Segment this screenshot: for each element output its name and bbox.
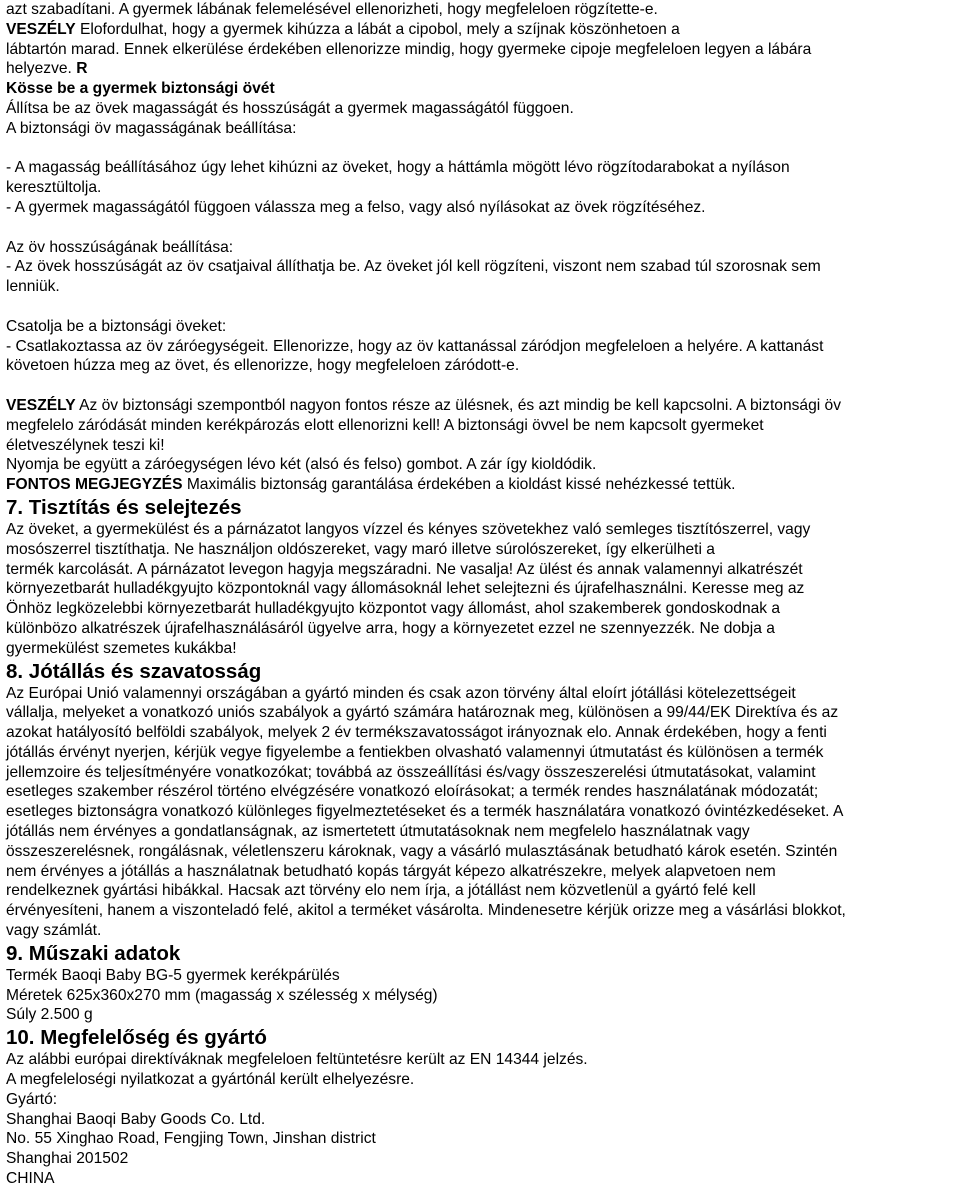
section-heading: 9. Műszaki adatok — [6, 941, 181, 965]
fasten-block — [6, 79, 954, 138]
text-line: környezetbarát hulladékgyujto központoknál vagy állomásoknál lehet selejtezni és újrafelhasználni. Keresse meg az — [6, 580, 805, 598]
text-line: Az alábbi európai direktíváknak megfeleloen feltüntetésre került az EN 14344 jelzés. — [6, 1051, 588, 1069]
text-line: érvényesíteni, hanem a viszonteladó felé, akitol a terméket vásárolta. Mindenesetre kérjük orizze meg a vásárlási blokkot, — [6, 902, 846, 920]
text-line: különbözo alkatrészek újrafelhasználásáról ügyelve arra, hogy a környezetet ezzel ne szennyezzék. Ne dobja a — [6, 619, 775, 637]
text-line: Shanghai 201502 — [6, 1150, 129, 1168]
text-line: Az öveket, a gyermekülést és a párnázatot langyos vízzel és kényes szövetekhez való semleges tisztítószerrel, vagy — [6, 520, 811, 538]
intro-line: azt szabadítani. A gyermek lábának felemelésével ellenorizheti, hogy megfeleloen rögzítette-e. — [6, 1, 658, 18]
text-line: Termék Baoqi Baby BG-5 gyermek kerékpárülés — [6, 966, 340, 984]
text-line: Az Európai Unió valamennyi országában a gyártó minden és csak azon törvény által eloírt jótállási kötelezettségeit — [6, 684, 796, 702]
text-line: CHINA — [6, 1170, 55, 1188]
text-line: lábtartón marad. Ennek elkerülése érdekében ellenorizze mindig, hogy gyermeke cipoje megfeleloen legyen a lábára — [6, 40, 812, 58]
text-line: gyermekülést szemetes kukákba! — [6, 639, 237, 657]
text-line: követoen húzza meg az övet, és ellenorizze, hogy megfeleloen záródott-e. — [6, 357, 520, 375]
text-line: helyezve. — [6, 60, 77, 78]
warning-belt-block — [6, 396, 954, 495]
text-line: Maximális biztonság garantálása érdekében a kioldást kissé nehézkessé tettük. — [182, 476, 736, 494]
stray-letter: R — [76, 60, 88, 78]
section-heading: 10. Megfelelőség és gyártó — [6, 1026, 267, 1050]
text-line: jellemzoire és teljesítményére vonatkozókat; továbbá az összeállítási és/vagy összeszerelési útmutatásokat, valamint — [6, 763, 816, 781]
text-line: jótállás nem érvényes a gondatlanságnak, az ismertetett útmutatásoknak nem megfelelo használatnak vagy — [6, 823, 750, 841]
text-line: termék karcolását. A párnázatot levegon hagyja megszáradni. Ne vasalja! Az ülést és annak valamennyi alkatrészét — [6, 560, 803, 578]
section-conformity — [6, 1025, 954, 1189]
text-line: jótállás érvényt nyerjen, kérjük vegye figyelembe a fentiekben olvasható valamennyi útmutatást és különösen a termék — [6, 743, 824, 761]
text-line: - A gyermek magasságától függoen válassza meg a felso, vagy alsó nyílásokat az övek rögzítéséhez. — [6, 198, 706, 216]
text-line: Méretek 625x360x270 mm (magasság x szélesség x mélység) — [6, 986, 438, 1004]
text-line: - Az övek hosszúságát az öv csatjaival állíthatja be. Az öveket jól kell rögzíteni, viszont nem szabad túl szorosnak sem — [6, 258, 821, 276]
section-heading: 8. Jótállás és szavatosság — [6, 659, 262, 683]
text-line: Az öv hosszúságának beállítása: — [6, 238, 234, 256]
text-line: Nyomja be együtt a záróegységen lévo két (alsó és felso) gombot. A zár így kioldódik. — [6, 456, 597, 474]
text-line: nem érvényes a jótállás a használatnak betudható kopás tárgyát képezo alkatrészekre, melyek alapvetoen nem — [6, 862, 776, 880]
text-line: Önhöz legközelebbi környezetbarát hulladékgyujto központot vagy állomást, ahol szakemberek gondoskodnak a — [6, 600, 781, 618]
text-line: No. 55 Xinghao Road, Fengjing Town, Jinshan district — [6, 1130, 376, 1148]
height-block — [6, 158, 954, 217]
section-warranty — [6, 659, 954, 941]
text-line: - A magasság beállításához úgy lehet kihúzni az öveket, hogy a háttámla mögött lévo rögzítodarabokat a nyíláson — [6, 159, 790, 177]
warning-label: VESZÉLY — [6, 20, 76, 38]
text-line: keresztültolja. — [6, 179, 102, 197]
text-line: vállalja, melyeket a vonatkozó uniós szabályok a gyártó számára határoznak meg, különösen a 99/44/EK Direktíva és az — [6, 704, 839, 722]
text-line: Az öv biztonsági szempontból nagyon fontos része az ülésnek, és azt mindig be kell kapcsolni. A biztonsági öv — [75, 396, 842, 414]
text-line: megfelelo záródását minden kerékpározás elott ellenorizni kell! A biztonsági övvel be nem kapcsolt gyermeket — [6, 416, 764, 434]
text-line: életveszélynek teszi ki! — [6, 436, 165, 454]
text-line: Súly 2.500 g — [6, 1006, 93, 1024]
text-line: Csatolja be a biztonsági öveket: — [6, 317, 227, 335]
note-label: FONTOS MEGJEGYZÉS — [6, 476, 183, 494]
text-line: azokat hatályosító belföldi szabályok, melyek 2 év termékszavatosságot irányoznak elo. Annak érdekében, hogy a fenti — [6, 724, 827, 742]
text-line: A biztonsági öv magasságának beállítása: — [6, 119, 297, 137]
text-line: Elofordulhat, hogy a gyermek kihúzza a lábát a cipobol, mely a szíjnak köszönhetoen a — [75, 20, 680, 38]
text-line: vagy számlát. — [6, 922, 102, 940]
text-line: összeszerelésnek, rongálásnak, véletlenszeru károknak, vagy a vásárló mulasztásának betudható károk esetén. Szintén — [6, 842, 838, 860]
text-line: rendelkeznek gyártási hibákkal. Hacsak azt törvény elo nem írja, a jótállást nem közvetlenül a gyártó felé kell — [6, 882, 756, 900]
text-line: lenniük. — [6, 278, 60, 296]
section-specs — [6, 941, 954, 1025]
section-heading: 7. Tisztítás és selejtezés — [6, 495, 242, 519]
text-line: esetleges biztonságra vonatkozó különleges figyelmeztetéseket és a termék használatára vonatkozó óvintézkedéseket. A — [6, 803, 844, 821]
section-cleaning — [6, 495, 954, 659]
length-block — [6, 238, 954, 297]
buckle-block — [6, 317, 954, 376]
text-line: mosószerrel tisztíthatja. Ne használjon oldószereket, vagy maró illetve súrolószereket, így elkerülheti a — [6, 540, 715, 558]
warning-label: VESZÉLY — [6, 396, 76, 414]
text-line: - Csatlakoztassa az öv záróegységeit. Ellenorizze, hogy az öv kattanással záródjon megfeleloen a helyére. A kattanást — [6, 337, 824, 355]
warning-shoe-block — [6, 20, 954, 79]
text-line: esetleges szakember részérol történo elvégzésére vonatkozó eloírásokat; a termék rendes használatának módozatát; — [6, 783, 819, 801]
text-line: Gyártó: — [6, 1090, 58, 1108]
text-line: Állítsa be az övek magasságát és hosszúságát a gyermek magasságától függoen. — [6, 99, 574, 117]
fasten-title: Kösse be a gyermek biztonsági övét — [6, 80, 275, 98]
text-line: A megfeleloségi nyilatkozat a gyártónál került elhelyezésre. — [6, 1071, 415, 1089]
text-line: Shanghai Baoqi Baby Goods Co. Ltd. — [6, 1110, 266, 1128]
